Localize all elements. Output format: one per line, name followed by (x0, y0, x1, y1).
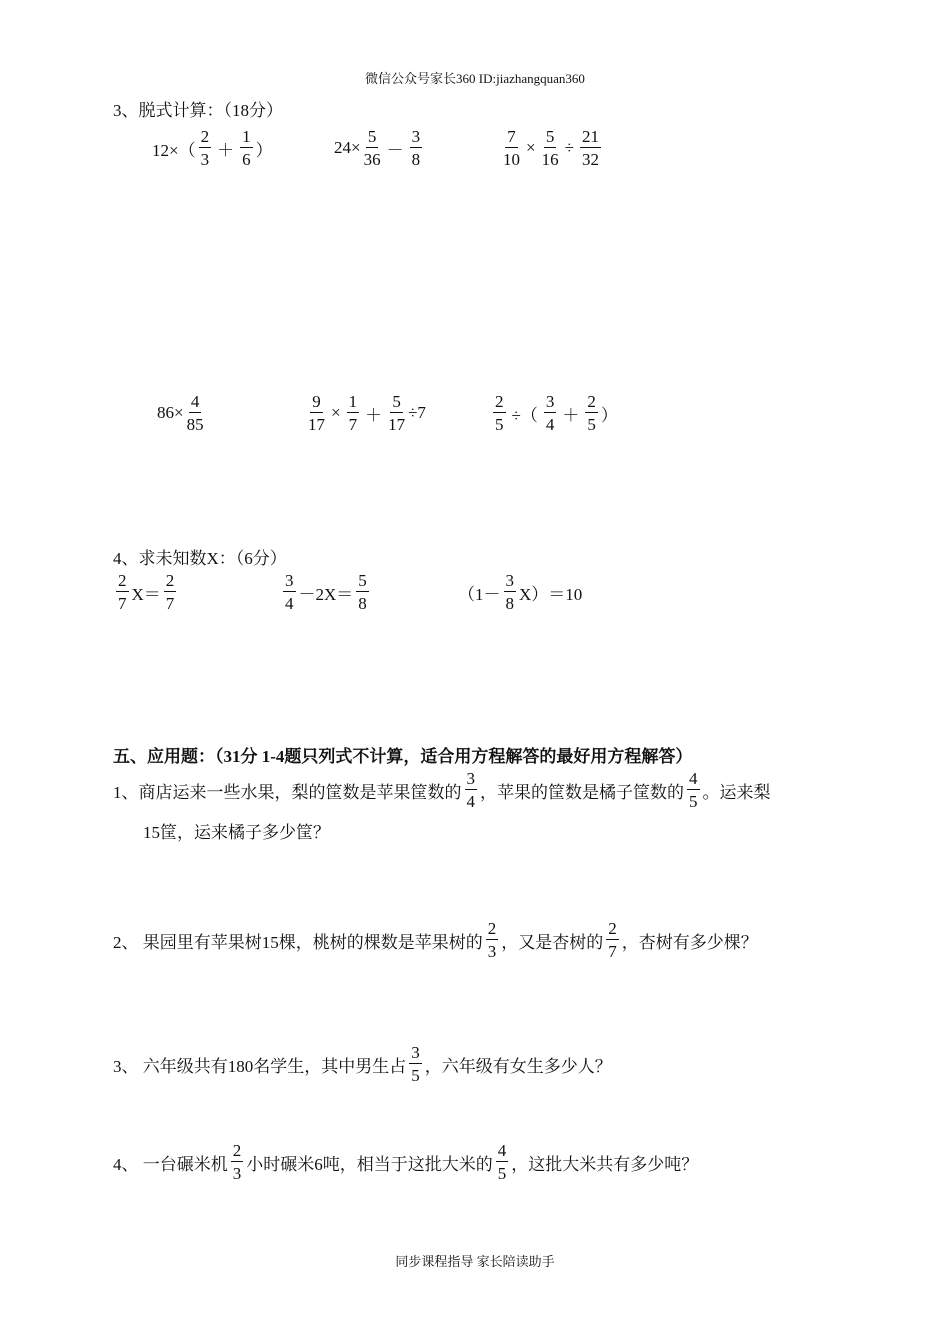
section-3-title: 3、脱式计算：（18分） (113, 101, 283, 120)
expression-4 (157, 393, 207, 433)
expr-text: X＝ (131, 584, 161, 604)
expression-3 (500, 128, 604, 168)
page-header: 微信公众号家长360 ID:jiazhangquan360 (365, 71, 585, 86)
section-4-title: 4、求未知数X：（6分） (113, 549, 287, 568)
operator: ＋ (562, 405, 580, 425)
fraction: $\frac{7}{10}$ (503, 127, 520, 169)
fraction: 4 5 (497, 1141, 507, 1183)
fraction: $\frac{2}{5}$ (495, 392, 504, 434)
fraction: 2 7 (118, 571, 127, 613)
problem-text: ，这批大米共有多少吨？ (511, 1154, 699, 1174)
problem-text: 4、 一台碾米机 (113, 1154, 228, 1174)
fraction: $\frac{4}{85}$ (186, 392, 204, 434)
operator: － (386, 140, 404, 160)
expr-text: ÷7 (408, 403, 426, 422)
equation-3 (458, 572, 582, 612)
fraction: 3 4 (466, 769, 475, 811)
fraction: 1 6 (242, 127, 251, 169)
fraction: $\frac{9}{17}$ (308, 392, 325, 434)
expr-text: 24× (334, 138, 361, 157)
problem-2 (113, 920, 758, 960)
fraction: 2 7 (608, 919, 617, 961)
equation-2 (280, 572, 372, 612)
fraction: 2 7 (165, 571, 175, 613)
operator: × (331, 403, 341, 422)
fraction: 3 8 (411, 127, 421, 169)
expr-text: －2X＝ (298, 584, 354, 604)
fraction: 3 5 (411, 1043, 420, 1085)
operator: × (526, 138, 536, 157)
expression-6 (490, 393, 618, 433)
problem-text: ，苹果的筐数是橘子筐数的 (480, 782, 684, 802)
fraction: 3 8 (505, 571, 514, 613)
problem-text: ，六年级有女生多少人？ (424, 1056, 612, 1076)
fraction: $\frac{5}{36}$ (363, 127, 381, 169)
fraction: 2 3 (232, 1141, 242, 1183)
fraction: 3 4 (285, 571, 294, 613)
operator: ＋ (217, 140, 235, 160)
problem-text: 2、 果园里有苹果树15棵，桃树的棵数是苹果树的 (113, 932, 483, 952)
problem-text: 3、 六年级共有180名学生，其中男生占 (113, 1056, 407, 1076)
problem-text: 小时碾米6吨，相当于这批大米的 (246, 1154, 493, 1174)
fraction: 2 5 (587, 392, 596, 434)
fraction: 2 3 (487, 919, 497, 961)
expression-5 (305, 393, 426, 433)
problem-4 (113, 1142, 698, 1182)
problem-text: 1、商店运来一些水果，梨的筐数是苹果筐数的 (113, 782, 462, 802)
problem-3 (113, 1044, 612, 1084)
fraction: 4 5 (689, 769, 698, 811)
expr-text: ） (255, 140, 273, 160)
operator: ÷（ (511, 405, 538, 425)
fraction: $\frac{5}{17}$ (388, 392, 406, 434)
fraction: $\frac{21}{32}$ (581, 127, 599, 169)
section-5-title: 五、应用题：（31分 1-4题只列式不计算，适合用方程解答的最好用方程解答） (113, 747, 693, 766)
expr-text: 86× (157, 403, 184, 422)
page-footer: 同步课程指导 家长陪读助手 (395, 1254, 555, 1269)
expr-text: X）＝10 (519, 584, 583, 604)
fraction: 3 4 (545, 392, 555, 434)
operator: ＋ (365, 405, 383, 425)
fraction: 5 8 (358, 571, 367, 613)
expr-text: 12×（ (152, 140, 196, 160)
expression-2 (334, 128, 425, 168)
problem-text: 。运来梨 (702, 782, 771, 802)
problem-text: ，又是杏树的 (501, 932, 604, 952)
fraction: 2 3 (200, 127, 210, 169)
equation-1 (113, 572, 179, 612)
problem-1-line-2: 15筐，运来橘子多少筐？ (143, 823, 330, 842)
fraction: $\frac{1}{7}$ (348, 392, 358, 434)
fraction: $\frac{5}{16}$ (541, 127, 559, 169)
expr-text: ） (600, 405, 618, 425)
expression-1 (152, 128, 273, 168)
expr-text: （1－ (458, 584, 501, 604)
operator: ÷ (564, 138, 574, 157)
problem-text: ，杏树有多少棵？ (621, 932, 758, 952)
problem-1 (113, 770, 771, 810)
